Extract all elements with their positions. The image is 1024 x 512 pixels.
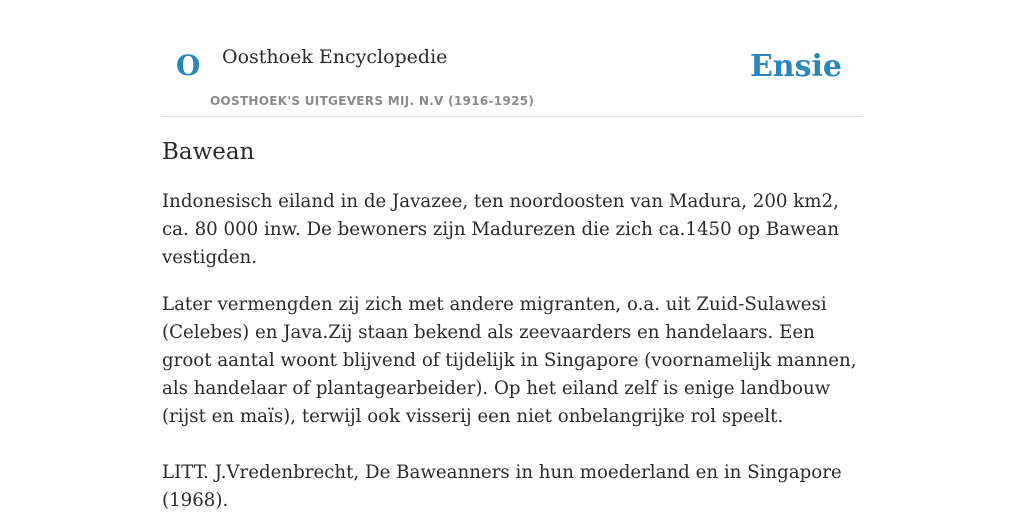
encyclopedia-logo[interactable]: O (176, 49, 201, 82)
article-paragraph: Indonesisch eiland in de Javazee, ten noordoosten van Madura, 200 km2, ca. 80 000 inw. De bewoners zijn Madurezen die zich ca.1450 op Bawean vestigden. (162, 190, 839, 268)
publisher-label: OOSTHOEK'S UITGEVERS MIJ. N.V (1916-1925) (210, 94, 535, 108)
header (162, 0, 862, 117)
article (162, 138, 862, 512)
article-literature: LITT. J.Vredenbrecht, De Baweanners in hun moederland en in Singapore (1968). (162, 461, 842, 511)
article-paragraph: Later vermengden zij zich met andere migranten, o.a. uit Zuid-Sulawesi (Celebes) en Java.Zij staan bekend als zeevaarders en handelaars. Een groot aantal woont blijvend of tijdelijk in Singapore (voornamelijk mannen, als handelaar of plantagearbeider). Op het eiland zelf is enige landbouw (rijst en maïs), terwijl ook visserij een niet onbelangrijke rol speelt. (162, 293, 857, 427)
encyclopedia-title-link[interactable]: Oosthoek Encyclopedie (222, 46, 448, 68)
ensie-brand-link[interactable]: Ensie (749, 49, 842, 84)
article-title: Bawean (162, 139, 255, 165)
